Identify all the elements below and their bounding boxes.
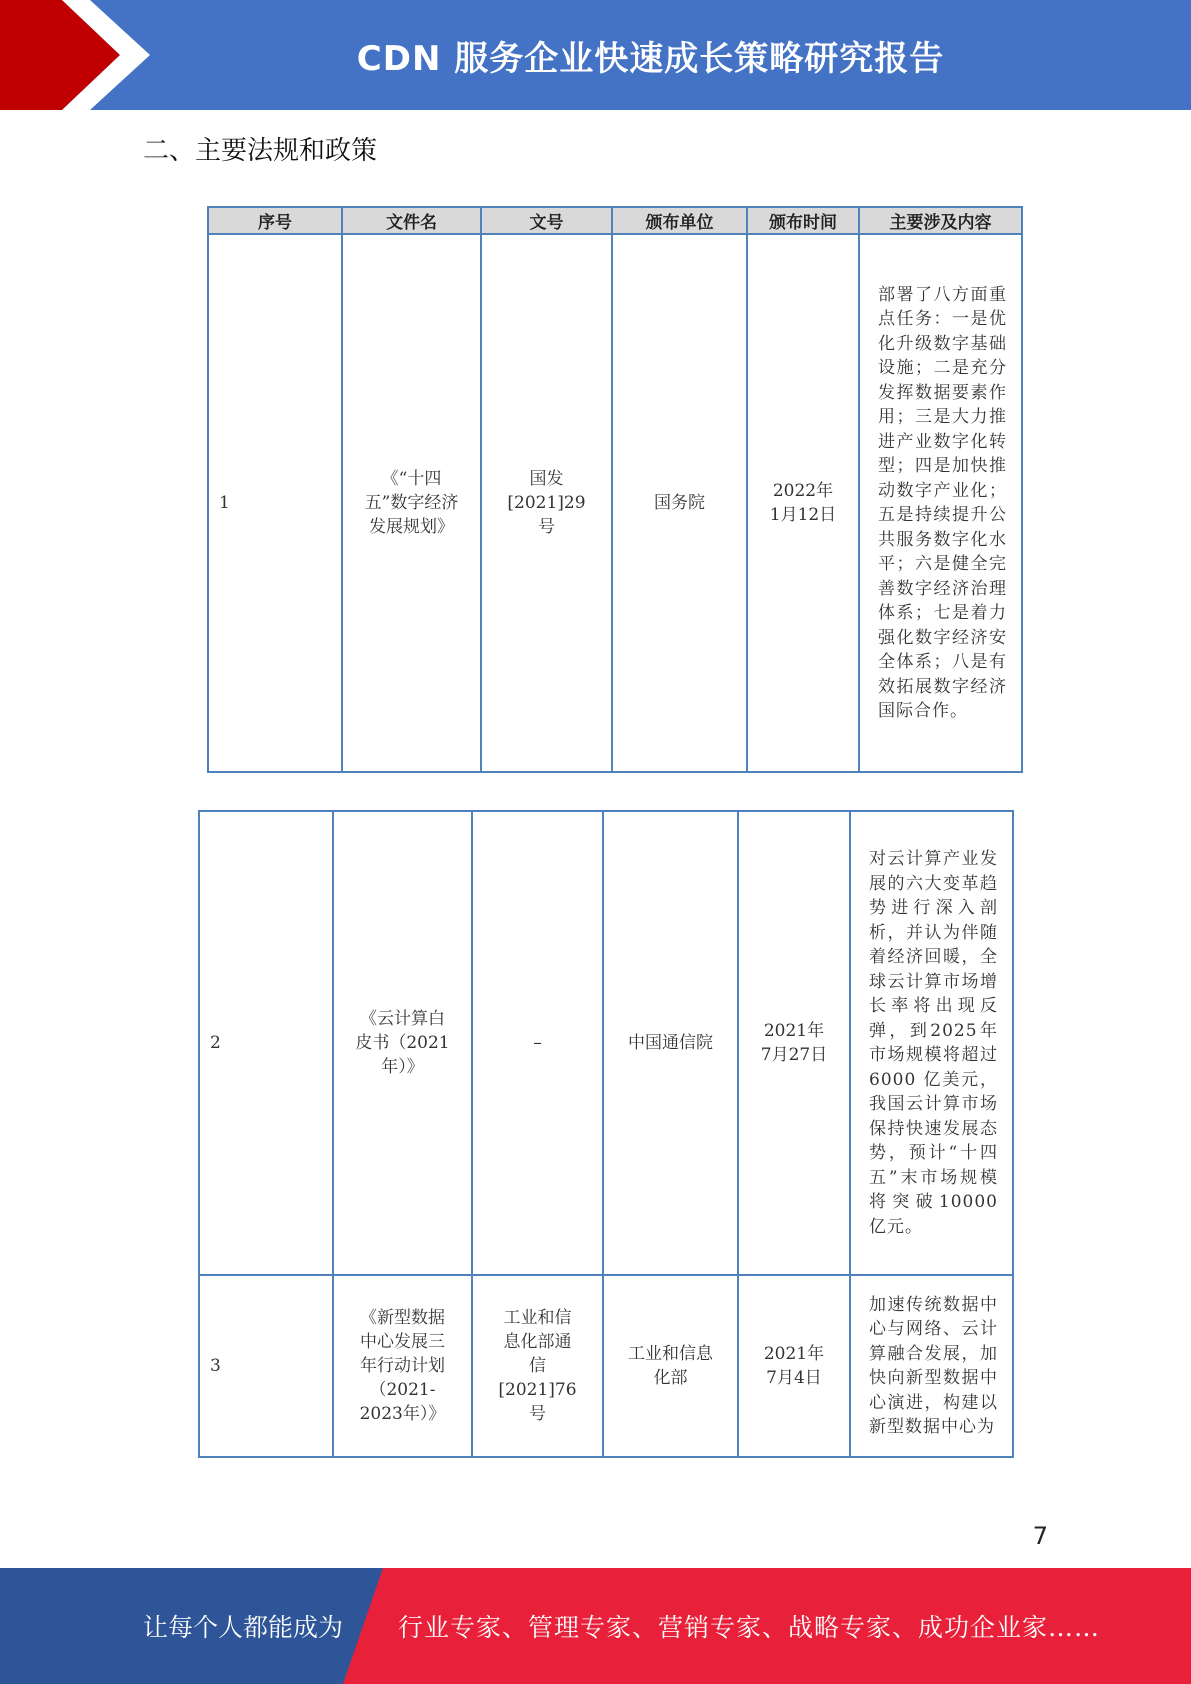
row-name-cell	[342, 234, 481, 772]
row-no: 3	[199, 1275, 333, 1457]
row-no: 1	[208, 234, 342, 772]
row-content: 加速传统数据中心与网络、云计算融合发展，加快向新型数据中心演进，构建以新型数据中心为	[869, 1294, 998, 1437]
row-doc-no-cell	[481, 234, 612, 772]
header-issuer: 颁布单位	[612, 207, 747, 234]
footer-bar	[0, 1568, 1191, 1684]
footer-slogan-left: 让每个人都能成为	[143, 1613, 344, 1642]
report-title: CDN 服务企业快速成长策略研究报告	[356, 38, 945, 79]
row-name: 《“十四五”数字经济发展规划》	[364, 469, 459, 537]
row-doc-no: 工业和信息化部通信[2021]76号	[498, 1308, 577, 1424]
page-number: 7	[1032, 1522, 1048, 1550]
header-date: 颁布时间	[747, 207, 859, 234]
row-content-cell	[850, 1275, 1013, 1457]
header-name: 文件名	[342, 207, 481, 234]
row-name: 《新型数据中心发展三年行动计划（2021-2023年）》	[359, 1308, 446, 1424]
row-date: 2021年7月27日	[760, 1021, 828, 1065]
row-name-cell	[333, 1275, 472, 1457]
row-doc-no: 国发[2021]29号	[507, 469, 586, 537]
row-doc-no-cell	[472, 1275, 603, 1457]
header-content: 主要涉及内容	[859, 207, 1022, 234]
policy-table	[207, 206, 1023, 773]
row-content: 对云计算产业发展的六大变革趋势进行深入剖析，并认为伴随着经济回暖，全球云计算市场增长率将出现反弹，到2025年市场规模将超过 6000 亿美元，我国云计算市场保持快速发展态势，预计“十四五”末市场规模将突破10000亿元。	[850, 811, 1013, 1275]
row-name: 《云计算白皮书（2021年）》	[355, 1009, 450, 1077]
header-bar	[0, 0, 1191, 110]
row-date: 2021年7月4日	[763, 1344, 825, 1388]
table-header-row	[208, 207, 1022, 234]
row-date: 2022年1月12日	[769, 481, 837, 525]
table-row	[199, 811, 1013, 1275]
row-doc-no: –	[472, 811, 603, 1275]
row-issuer-cell	[603, 1275, 738, 1457]
row-issuer: 中国通信院	[603, 811, 738, 1275]
row-content: 部署了八方面重点任务：一是优化升级数字基础设施；二是充分发挥数据要素作用；三是大力推进产业数字化转型；四是加快推动数字产业化；五是持续提升公共服务数字化水平；六是健全完善数字经济治理体系；七是着力强化数字经济安全体系；八是有效拓展数字经济国际合作。	[859, 234, 1022, 772]
section-title: 二、主要法规和政策	[143, 136, 378, 166]
row-no: 2	[199, 811, 333, 1275]
header-chevron-icon	[0, 0, 150, 110]
row-date-cell	[738, 1275, 850, 1457]
row-date-cell	[738, 811, 850, 1275]
row-date-cell	[747, 234, 859, 772]
table-row	[208, 234, 1022, 772]
header-no: 序号	[208, 207, 342, 234]
row-name-cell	[333, 811, 472, 1275]
header-doc-no: 文号	[481, 207, 612, 234]
footer-slogan-right: 行业专家、管理专家、营销专家、战略专家、成功企业家……	[398, 1613, 1101, 1642]
table-row	[199, 1275, 1013, 1457]
policy-table-continued	[198, 810, 1014, 1458]
row-issuer: 工业和信息化部	[628, 1344, 713, 1388]
row-issuer: 国务院	[612, 234, 747, 772]
